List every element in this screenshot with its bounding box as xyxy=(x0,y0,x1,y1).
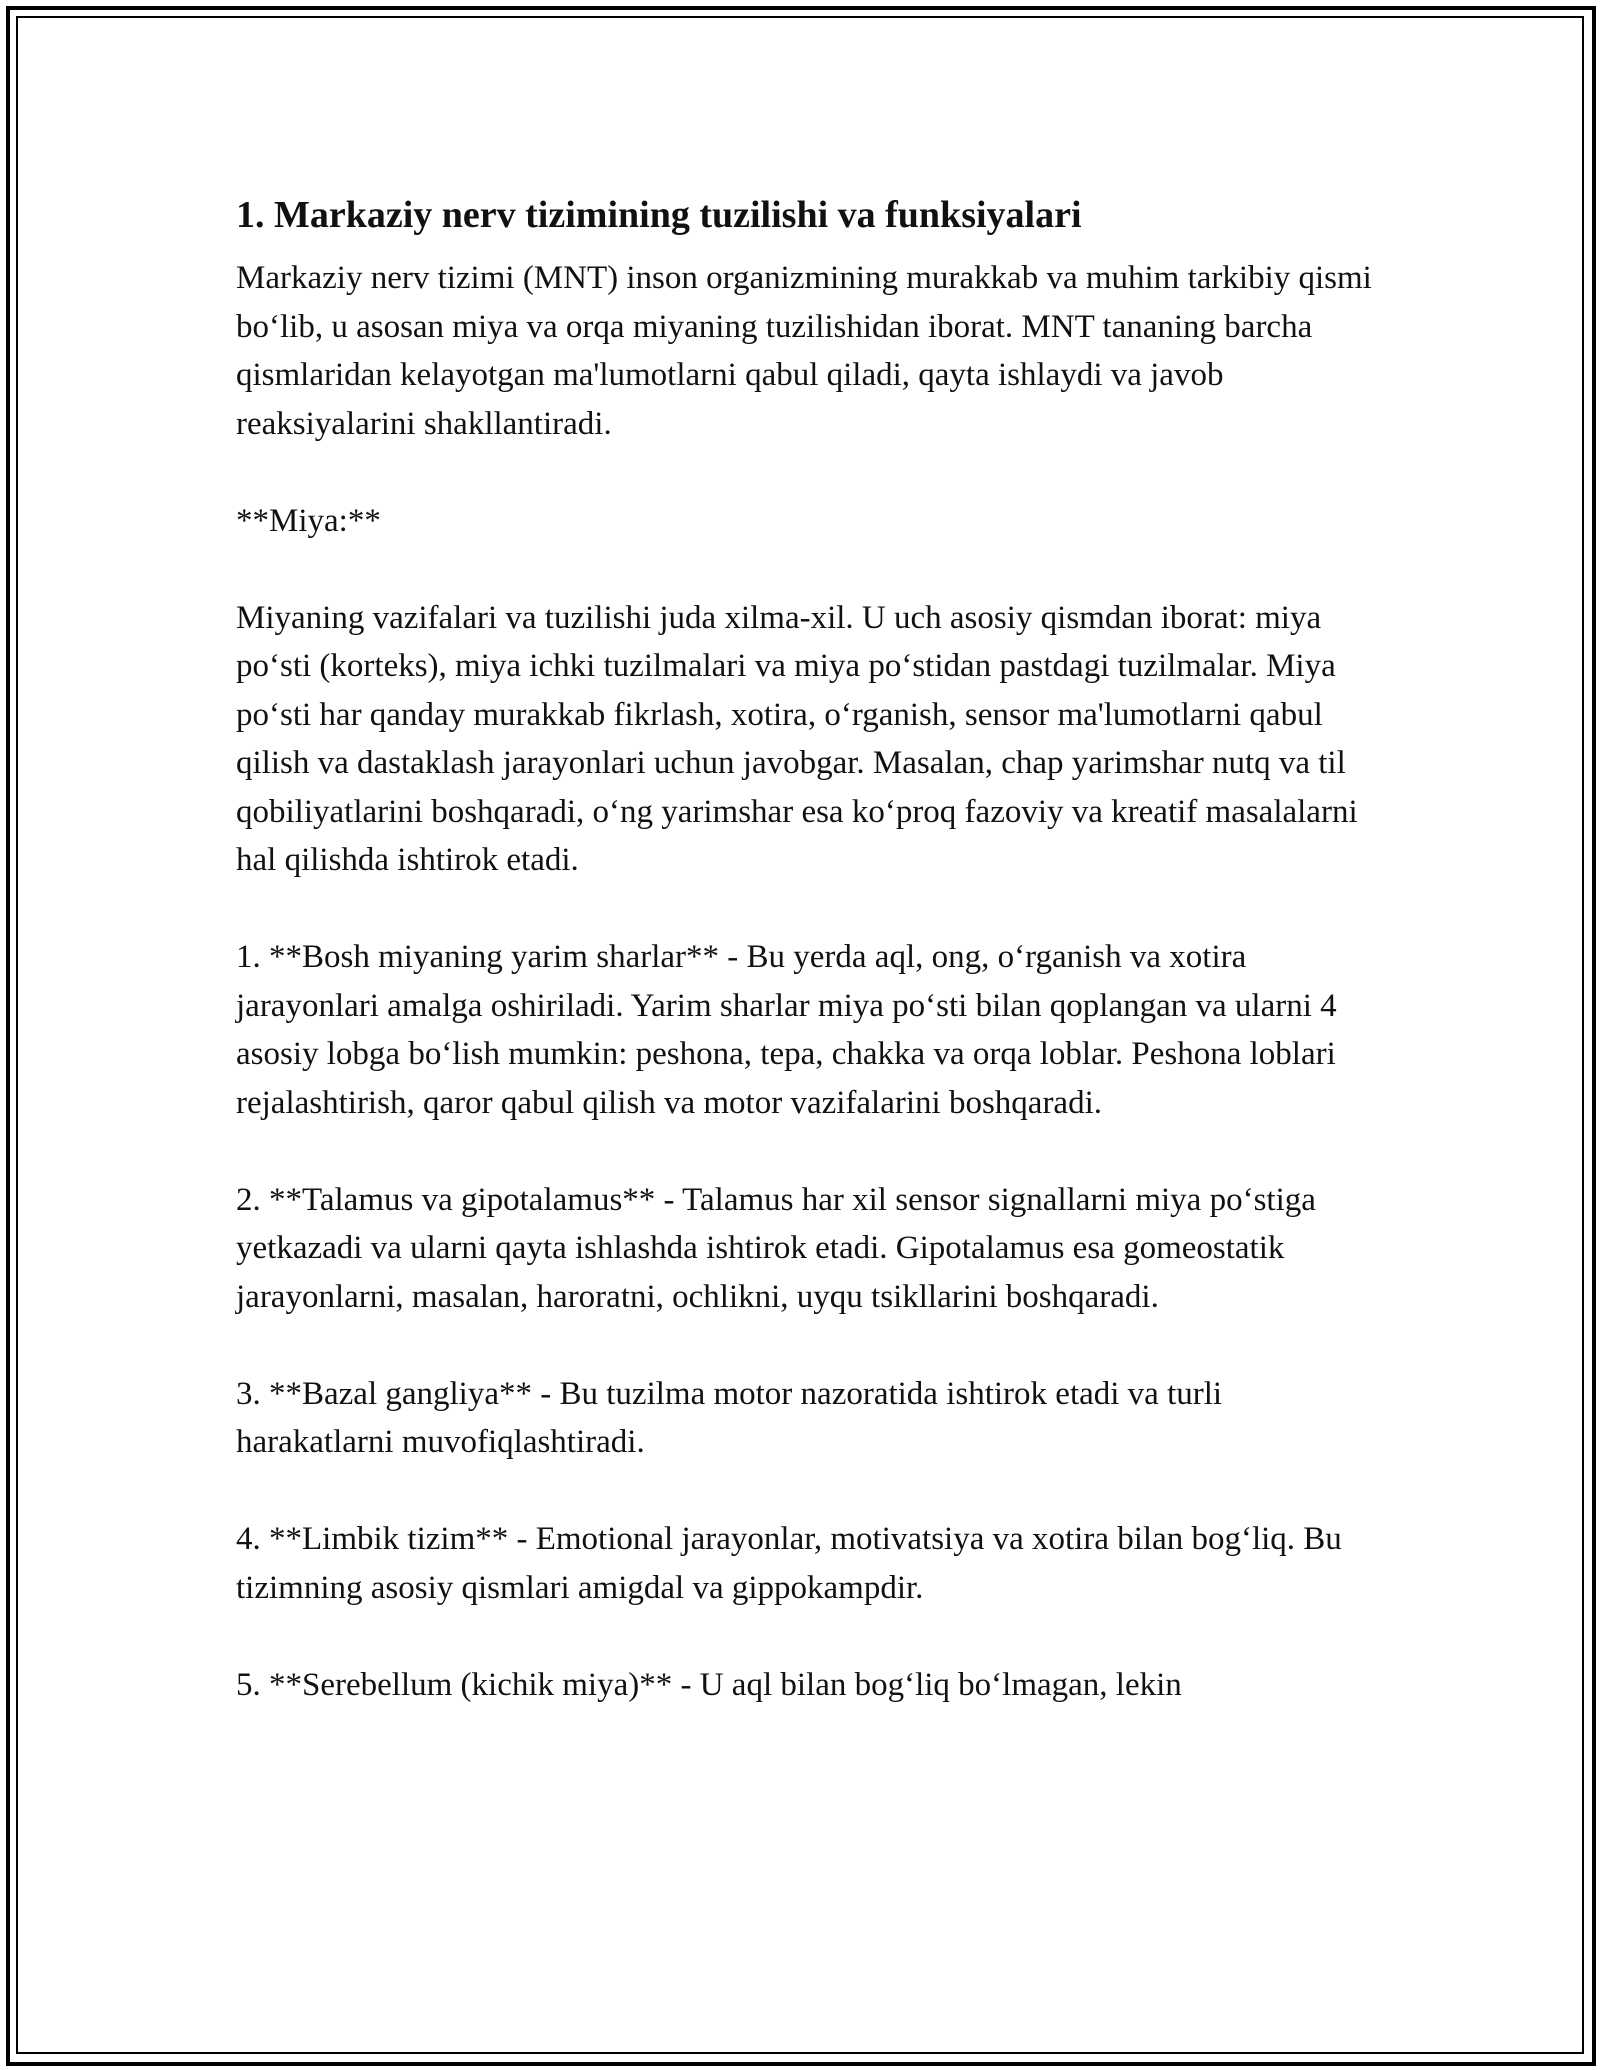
intro-paragraph: Markaziy nerv tizimi (MNT) inson organizmining murakkab va muhim tarkibiy qismi bo‘lib, u asosan miya va orqa miyaning tuzilishidan iborat. MNT tananing barcha qismlaridan kelayotgan ma'lumotlarni qabul qiladi, qayta ishlaydi va javob reaksiyalarini shakllantiradi. xyxy=(236,260,1372,442)
document-page xyxy=(236,185,1376,1709)
list-item-4: 4. **Limbik tizim** - Emotional jarayonlar, motivatsiya va xotira bilan bog‘liq. Bu tizimning asosiy qismlari amigdal va gippokampdir. xyxy=(236,1521,1342,1606)
brain-paragraph: Miyaning vazifalari va tuzilishi juda xilma-xil. U uch asosiy qismdan iborat: miya po‘sti (korteks), miya ichki tuzilmalari va miya po‘stidan pastdagi tuzilmalar. Miya po‘sti har qanday murakkab fikrlash, xotira, o‘rganish, sensor ma'lumotlarni qabul qilish va dastaklash jarayonlari uchun javobgar. Masalan, chap yarimshar nutq va til qobiliyatlarini boshqaradi, o‘ng yarimshar esa ko‘proq fazoviy va kreatif masalalarni hal qilishda ishtirok etadi. xyxy=(236,599,1358,878)
list-item-1: 1. **Bosh miyaning yarim sharlar** - Bu yerda aql, ong, o‘rganish va xotira jarayonlari amalga oshiriladi. Yarim sharlar miya po‘sti bilan qoplangan va ularni 4 asosiy lobga bo‘lish mumkin: peshona, tepa, chakka va orqa loblar. Peshona loblari rejalashtirish, qaror qabul qilish va motor vazifalarini boshqaradi. xyxy=(236,939,1337,1121)
list-item-2: 2. **Talamus va gipotalamus** - Talamus har xil sensor signallarni miya po‘stiga yetkazadi va ularni qayta ishlashda ishtirok etadi. Gipotalamus esa gomeostatik jarayonlarni, masalan, haroratni, ochlikni, uyqu tsikllarini boshqaradi. xyxy=(236,1181,1316,1315)
subheading-miya: **Miya:** xyxy=(236,502,381,539)
list-item-3: 3. **Bazal gangliya** - Bu tuzilma motor nazoratida ishtirok etadi va turli harakatlarni muvofiqlashtiradi. xyxy=(236,1375,1223,1460)
section-title: 1. Markaziy nerv tizimining tuzilishi va funksiyalari xyxy=(236,194,1082,236)
list-item-5: 5. **Serebellum (kichik miya)** - U aql bilan bog‘liq bo‘lmagan, lekin xyxy=(236,1666,1182,1703)
